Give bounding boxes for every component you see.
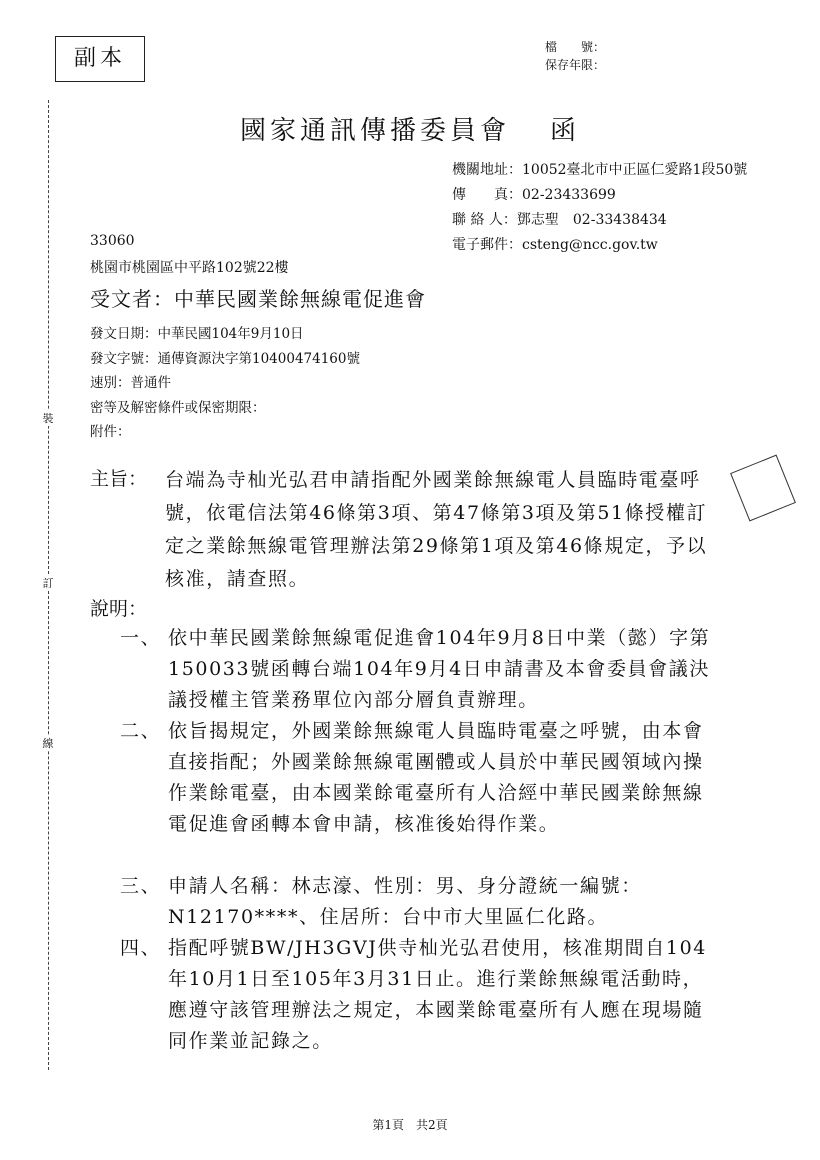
subject-label: 主旨：	[90, 468, 148, 490]
document-title	[0, 110, 820, 147]
recipient-zip: 33060	[90, 233, 135, 249]
item-number: 三、	[120, 875, 162, 897]
item-number: 二、	[120, 720, 162, 742]
contact-email: 電子郵件：csteng@ncc.gov.tw	[452, 237, 658, 253]
received-stamp	[730, 455, 796, 522]
item-text: 依旨揭規定，外國業餘無線電人員臨時電臺之呼號，由本會直接指配；外國業餘無線電團體或人員於中華民國領域內操作業餘電臺，由本國業餘電臺所有人洽經中華民國業餘無線電促進會函轉本會申請，核准後始得作業。	[168, 720, 704, 835]
page-footer: 第1頁 共2頁	[372, 1118, 448, 1132]
item-text: 指配呼號BW/JH3GVJ供寺杣光弘君使用，核准期間自104年10月1日至105年3月31日止。進行業餘無線電活動時，應遵守該管理辦法之規定，本國業餘電臺所有人應在現場隨同作業並記錄之。	[168, 937, 707, 1052]
attachments: 附件：	[90, 424, 131, 440]
binding-mark-bind: 裝	[40, 410, 56, 426]
item-number: 一、	[120, 627, 162, 649]
document-meta	[90, 322, 360, 445]
item-text: 申請人名稱：林志濠、性別：男、身分證統一編號：N12170****、住居所：台中市大里區仁化路。	[168, 875, 642, 928]
archive-file-no: 檔 號：	[545, 40, 606, 54]
item-number: 四、	[120, 937, 162, 959]
issue-date: 發文日期：中華民國104年9月10日	[90, 326, 304, 342]
delivery-speed: 速別：普通件	[90, 375, 171, 391]
document-type: 函	[550, 116, 581, 146]
archive-info	[545, 38, 605, 74]
secrecy-level: 密等及解密條件或保密期限：	[90, 399, 266, 416]
binding-mark-line: 線	[40, 735, 56, 751]
item-text: 依中華民國業餘無線電促進會104年9月8日中業（懿）字第150033號函轉台端104年9月4日申請書及本會委員會議決議授權主管業務單位內部分層負責辦理。	[168, 627, 711, 711]
reference-number: 發文字號：通傳資源決字第10400474160號	[90, 350, 360, 367]
description-label: 說明：	[90, 598, 148, 620]
agency-name: 國家通訊傳播委員會	[239, 116, 510, 146]
agency-fax: 傳 真：02-23433699	[452, 187, 616, 203]
binding-mark-staple: 訂	[40, 575, 56, 591]
archive-retention: 保存年限：	[545, 58, 606, 72]
agency-address: 機關地址：10052臺北市中正區仁愛路1段50號	[452, 162, 748, 178]
recipient: 受文者：中華民國業餘無線電促進會	[90, 287, 426, 311]
contact-block	[452, 158, 747, 258]
recipient-address: 桃園市桃園區中平路102號22樓	[90, 260, 289, 276]
contact-person: 聯 絡 人：鄧志聖 02-33438434	[452, 212, 667, 228]
subject-text: 台端為寺杣光弘君申請指配外國業餘無線電人員臨時電臺呼號，依電信法第46條第3項、第47條第3項及第51條授權訂定之業餘無線電管理辦法第29條第1項及第46條規定，予以核准，請查照。	[165, 469, 708, 590]
copy-label: 副本	[55, 36, 145, 82]
